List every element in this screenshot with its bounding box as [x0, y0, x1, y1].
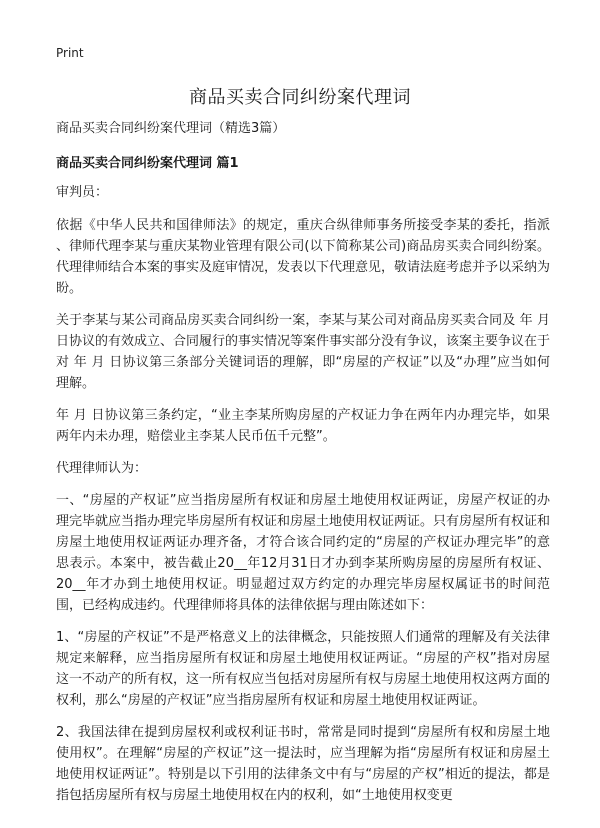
- paragraph-point-1-1: 1、“房屋的产权证”不是严格意义上的法律概念，只能按照人们通常的理解及有关法律规定来解释，应当指房屋所有权证和房屋土地使用权证两证。“房屋的产权”指对房屋这一不动产的所有权，这一所有权应当包括对房屋所有权与房屋土地使用权这两方面的权利，那么“房屋的产权证”应当指房屋所有权证和房屋土地使用权证两证。: [56, 630, 551, 708]
- document-body: [56, 118, 550, 817]
- paragraph-dispute: 关于李某与某公司商品房买卖合同纠纷一案，李某与某公司对商品房买卖合同及 年 月 日协议的有效成立、合同履行的事实情况等案件事实部分没有争议，该案主要争议在于对 年 月 日协议第三条部分关键词语的理解，即“房屋的产权证”以及“办理”应当如何理解。: [56, 313, 551, 391]
- document-title: 商品买卖合同纠纷案代理词: [189, 87, 411, 108]
- paragraph-commission: 依据《中华人民共和国律师法》的规定，重庆合纵律师事务所接受李某的委托，指派 、律师代理李某与重庆某物业管理有限公司(以下简称某公司)商品房买卖合同纠纷案。代理律师结合本案的事实及庭审情况，发表以下代理意见，敬请法庭考虑并予以采纳为盼。: [56, 218, 551, 296]
- print-link[interactable]: Print: [56, 46, 84, 60]
- section-heading: 商品买卖合同纠纷案代理词 篇1: [56, 156, 239, 171]
- paragraph-lawyer-opinion: 代理律师认为：: [56, 461, 148, 476]
- paragraph-agreement-clause: 年 月 日协议第三条约定，“业主李某所购房屋的产权证力争在两年内办理完毕，如果两年内未办理，赔偿业主李某人民币伍千元整”。: [56, 408, 550, 444]
- salutation: 审判员：: [56, 185, 109, 200]
- document-subtitle: 商品买卖合同纠纷案代理词（精选3篇）: [56, 121, 286, 136]
- paragraph-point-one: 一、“房屋的产权证”应当指房屋所有权证和房屋土地使用权证两证，房屋产权证的办理完毕就应当指办理完毕房屋所有权证和房屋土地使用权证两证。只有房屋所有权证和房屋土地使用权证两证办理齐备，才符合该合同约定的“房屋的产权证办理完毕”的意思表示。本案中，被告截止20__年12月31日才办到李某所购房屋的房屋所有权证、20__年才办到土地使用权证。明显超过双方约定的办理完毕房屋权属证书的时间范围，已经构成违约。代理律师将具体的法律依据与理由陈述如下：: [56, 493, 551, 613]
- paragraph-point-1-2: 2、我国法律在提到房屋权利或权利证书时，常常是同时提到“房屋所有权和房屋土地使用权”。在理解“房屋的产权证”这一提法时，应当理解为指“房屋所有权证和房屋土地使用权证两证”。特别是以下引用的法律条文中有与“房屋的产权”相近的提法，都是指包括房屋所有权与房屋土地使用权在内的权利，如“土地使用权变更: [56, 725, 550, 803]
